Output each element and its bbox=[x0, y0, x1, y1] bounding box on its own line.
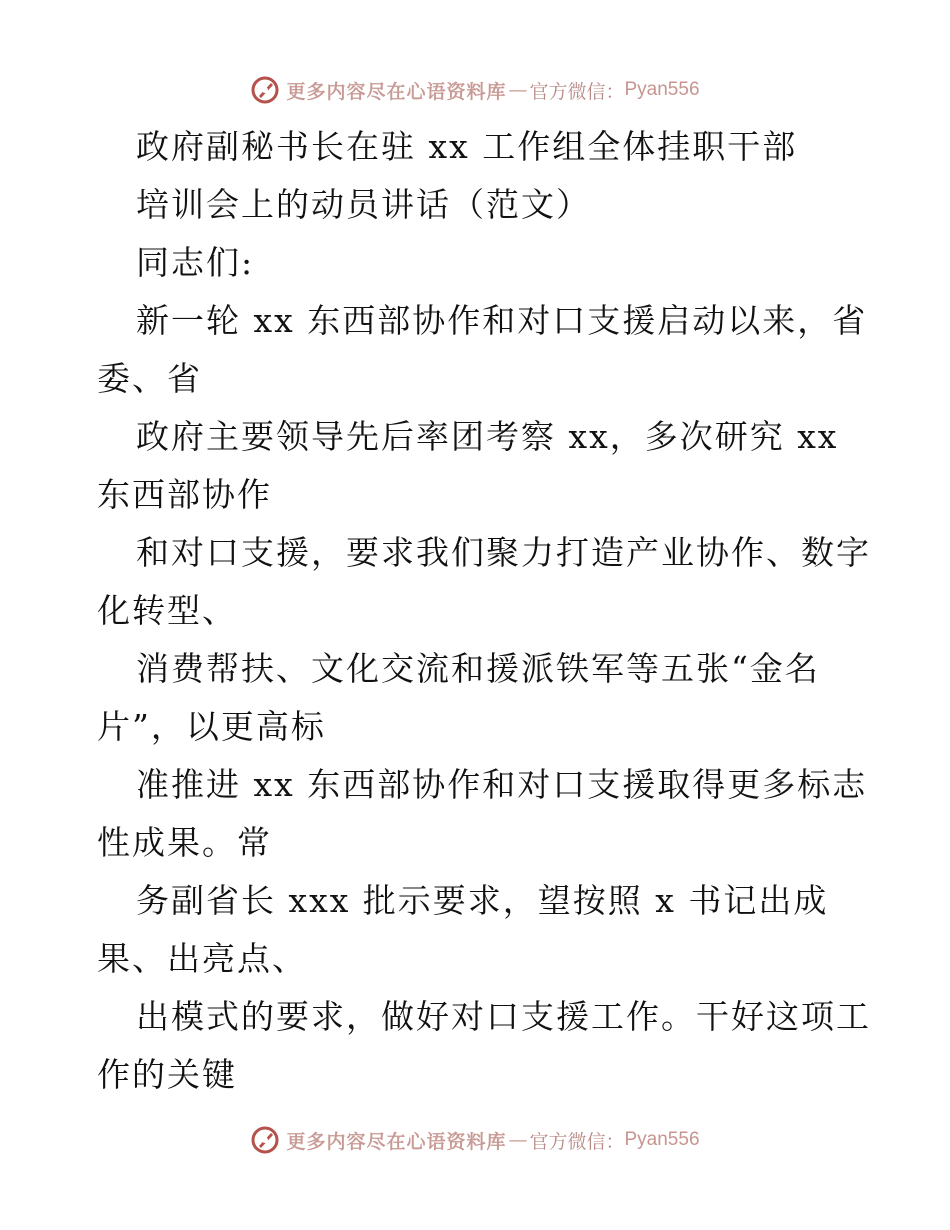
document-title-line-2: 培训会上的动员讲话（范文） bbox=[136, 185, 591, 224]
text-line: 出模式的要求，做好对口支援工作。干好这项工 bbox=[136, 997, 871, 1036]
text-line: 片”，以更高标 bbox=[97, 707, 326, 746]
watermark-main-text: 更多内容尽在心语资料库 bbox=[286, 80, 507, 103]
document-title-line-1: 政府副秘书长在驻 xx 工作组全体挂职干部 bbox=[136, 127, 798, 166]
text-line: 准推进 xx 东西部协作和对口支援取得更多标志 bbox=[136, 765, 868, 804]
watermark-dash: — bbox=[508, 79, 528, 101]
salutation: 同志们: bbox=[136, 243, 255, 282]
text-line: 东西部协作 bbox=[97, 475, 272, 514]
header-watermark bbox=[0, 70, 950, 110]
watermark-dash: — bbox=[508, 1129, 528, 1151]
watermark-sub-text: 官方微信： bbox=[529, 1130, 625, 1153]
text-line: 化转型、 bbox=[97, 591, 237, 630]
text-line: 消费帮扶、文化交流和援派铁军等五张“金名 bbox=[136, 649, 820, 688]
quill-logo-icon bbox=[250, 1125, 280, 1155]
text-line: 政府主要领导先后率团考察 xx，多次研究 xx bbox=[136, 417, 839, 456]
text-line: 新一轮 xx 东西部协作和对口支援启动以来，省 bbox=[136, 301, 868, 340]
text-line: 果、出亮点、 bbox=[97, 939, 307, 978]
text-line: 和对口支援，要求我们聚力打造产业协作、数字 bbox=[136, 533, 871, 572]
watermark-wechat-id: Pyan556 bbox=[624, 79, 700, 100]
text-line: 性成果。常 bbox=[97, 823, 272, 862]
quill-logo-icon bbox=[250, 75, 280, 105]
text-line: 务副省长 xxx 批示要求，望按照 x 书记出成 bbox=[136, 881, 829, 920]
watermark-main-text: 更多内容尽在心语资料库 bbox=[286, 1130, 507, 1153]
text-line: 委、省 bbox=[97, 359, 202, 398]
text-line: 作的关键 bbox=[97, 1055, 237, 1094]
footer-watermark bbox=[0, 1120, 950, 1160]
watermark-wechat-id: Pyan556 bbox=[624, 1129, 700, 1150]
watermark-sub-text: 官方微信： bbox=[529, 80, 625, 103]
